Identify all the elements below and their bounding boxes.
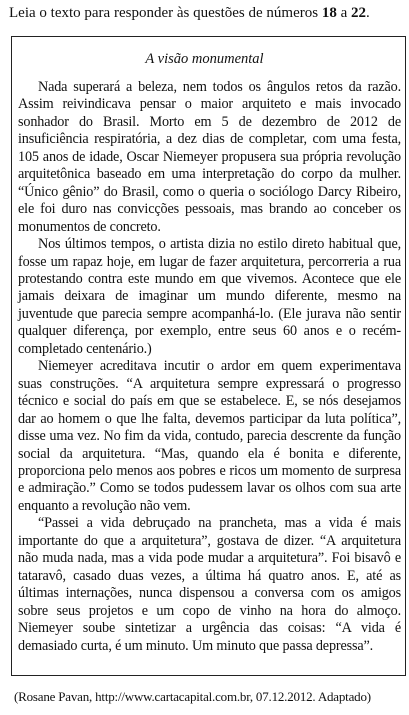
question-end-number: 22 (350, 5, 366, 21)
article-title: A visão monumental (145, 51, 264, 67)
instruction-prefix: Leia o texto para responder às questões de números (9, 5, 322, 21)
question-start-number: 18 (321, 5, 337, 21)
instruction-suffix: . (365, 5, 370, 21)
article-paragraph-2: Nos últimos tempos, o artista dizia no estilo direto habitual que, fosse um rapaz hoje, em lugar de fazer arquitetura, percorreria a rua protestando contra este mundo em que vivemos. Acontece que ele jamais deixara de imaginar um mundo diferente, mesmo na juventude que parecia sempre acompanhá-lo. (Ele jurava não sentir qualquer diferença, por exemplo, entre seus 60 anos e o recém-completado centenário.) (18, 236, 401, 357)
source-citation: (Rosane Pavan, http://www.cartacapital.com.br, 07.12.2012. Adaptado) (14, 689, 371, 704)
instruction-line (9, 4, 404, 23)
article-paragraph-3: Niemeyer acreditava incutir o ardor em quem experimentava suas construções. “A arquitetura sempre expressará o progresso técnico e social do país em que se estabelece. E, se nós desejamos dar ao homem o que lhe falta, devemos participar da luta política”, disse uma vez. No fim da vida, contudo, parecia descrente da função social da arquitetura. “Mas, quando ela é bonita e diferente, proporciona pelo menos aos pobres e ricos um momento de surpresa e admiração.” Como se todos pudessem lavar os olhos com sua arte enquanto a revolução não vem. (18, 358, 401, 514)
instruction-connector: a (336, 5, 351, 21)
article-body (18, 79, 401, 655)
article-paragraph-4: “Passei a vida debruçado na prancheta, mas a vida é mais importante do que a arquitetura”, gostava de dizer. “A arquitetura não muda nada, mas a vida pode mudar a arquitetura”. Foi bisavô e tataravô, casado duas vezes, a última há quatro anos. E, até as últimas internações, nunca dispensou a conversa com os amigos sobre seus projetos e um copo de vinho na hora do almoço. Niemeyer soube sintetizar a urgência das coisas: “A vida é demasiado curta, é um minuto. Um minuto que passa depressa”. (18, 515, 401, 654)
article-paragraph-1: Nada superará a beleza, nem todos os ângulos retos da razão. Assim reivindicava pensar o maior arquiteto e mais invocado sonhador do Brasil. Morto em 5 de dezembro de 2012 de insuficiência respiratória, a dez dias de completar, com uma festa, 105 anos de idade, Oscar Niemeyer propusera sua própria revolução arquitetônica baseado em uma interpretação do corpo da mulher. “Único gênio” do Brasil, como o queria o sociólogo Darcy Ribeiro, ele foi duro nas convicções pessoais, mas brando ao conceber os monumentos de concreto. (18, 79, 401, 235)
